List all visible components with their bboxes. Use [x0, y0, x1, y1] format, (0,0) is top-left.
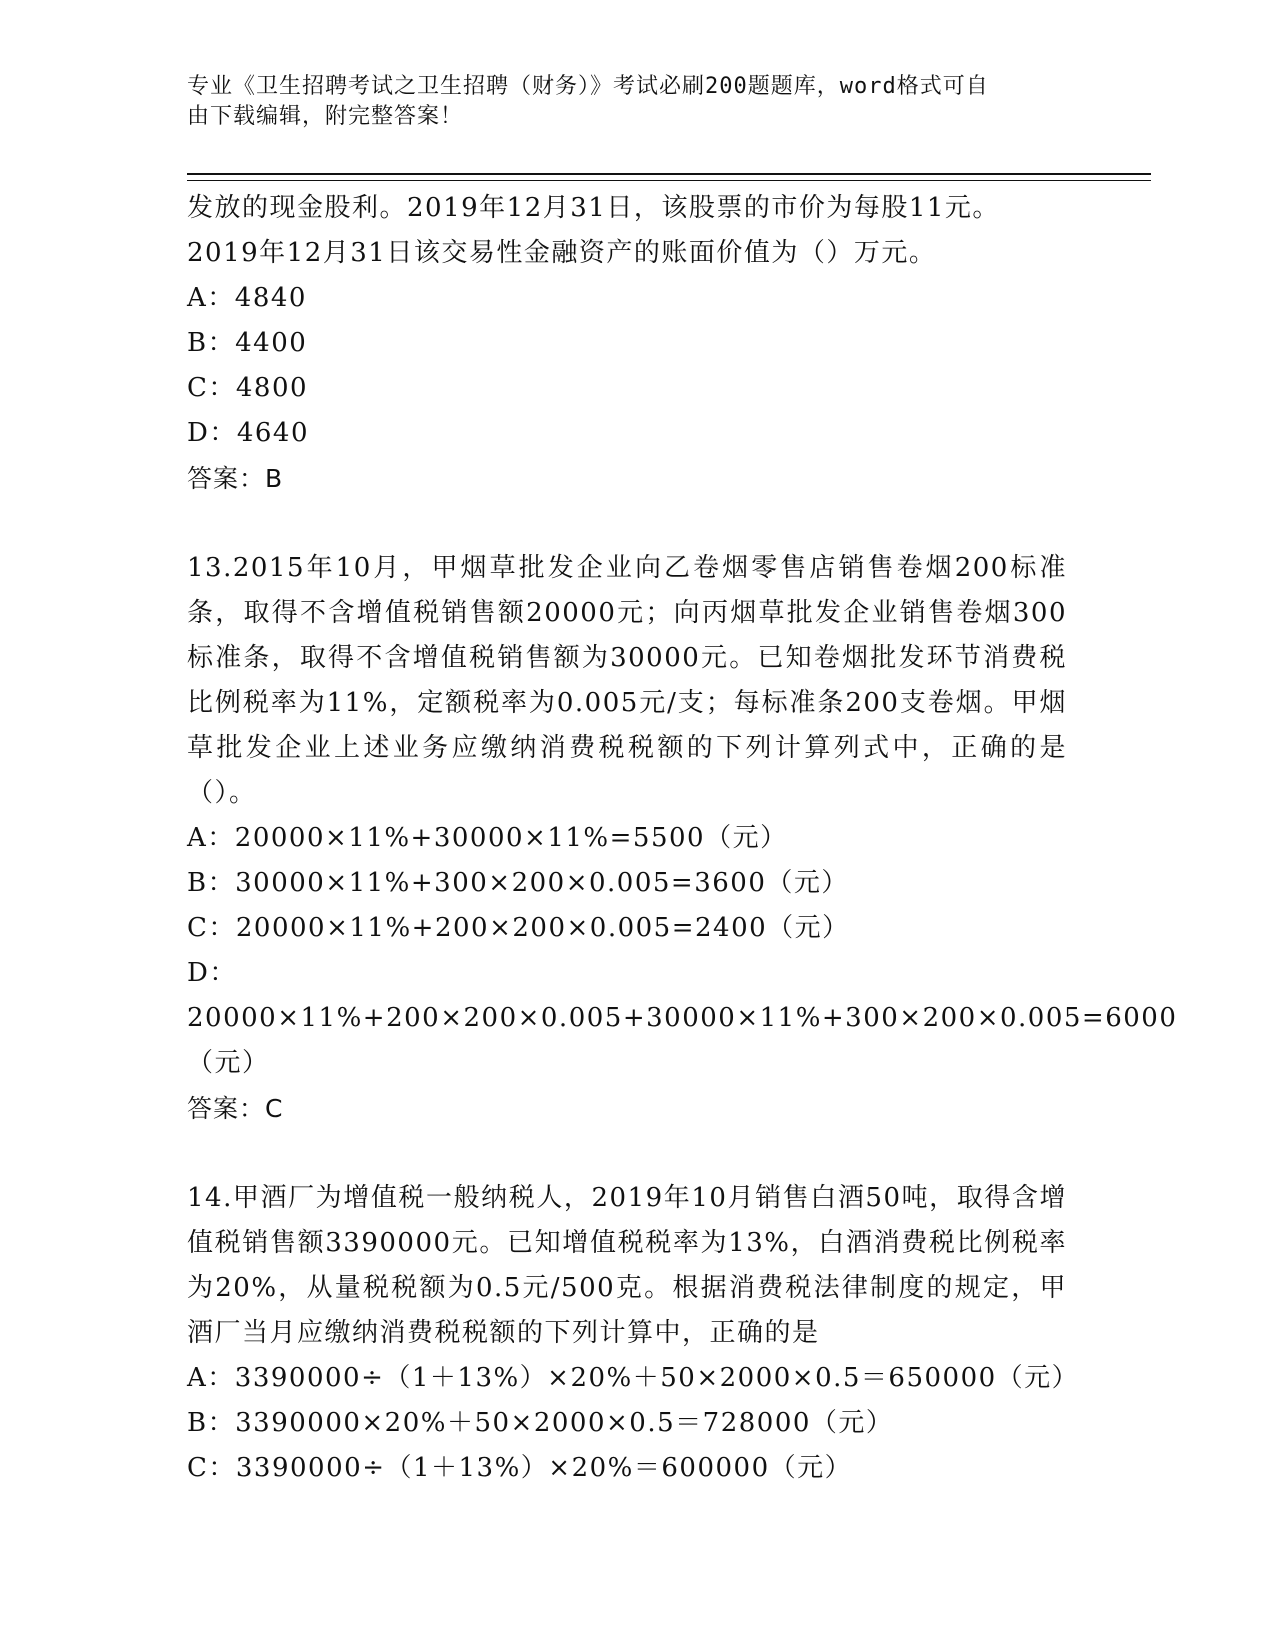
document-header	[187, 72, 1067, 132]
question-13-option-b: B：30000×11%+300×200×0.005=3600（元）	[187, 868, 849, 898]
question-13	[187, 546, 1178, 1131]
question-14	[187, 1176, 1087, 1491]
question-12-stem-line-1: 发放的现金股利。2019年12月31日，该股票的市价为每股11元。	[187, 193, 1000, 223]
question-13-option-d: D：20000×11%+200×200×0.005+30000×11%+300×200×0.005=6000（元）	[187, 958, 1178, 1078]
question-13-stem: 13.2015年10月，甲烟草批发企业向乙卷烟零售店销售卷烟200标准条，取得不含增值税销售额20000元；向丙烟草批发企业销售卷烟300标准条，取得不含增值税销售额为30000元。已知卷烟批发环节消费税比例税率为11%，定额税率为0.005元/支；每标准条200支卷烟。甲烟草批发企业上述业务应缴纳消费税税额的下列计算列式中，正确的是（）。	[187, 553, 1067, 808]
question-13-answer: 答案：C	[187, 1094, 284, 1123]
header-line-2: 由下载编辑，附完整答案！	[187, 104, 464, 129]
question-12-option-a: A：4840	[187, 283, 307, 313]
question-12-stem-line-2: 2019年12月31日该交易性金融资产的账面价值为（）万元。	[187, 238, 937, 268]
header-divider-thick	[187, 173, 1151, 175]
spacer	[187, 501, 1087, 546]
spacer	[187, 1131, 1087, 1176]
question-12-answer: 答案：B	[187, 464, 284, 493]
header-line-1: 专业《卫生招聘考试之卫生招聘（财务）》考试必刷200题题库，word格式可自	[187, 74, 989, 99]
question-12	[187, 186, 1087, 501]
question-12-option-b: B：4400	[187, 328, 308, 358]
question-14-stem: 14.甲酒厂为增值税一般纳税人，2019年10月销售白酒50吨，取得含增值税销售额3390000元。已知增值税税率为13%，白酒消费税比例税率为20%，从量税税额为0.5元/500克。根据消费税法律制度的规定，甲酒厂当月应缴纳消费税税额的下列计算中，正确的是	[187, 1183, 1067, 1348]
document-body	[187, 186, 1178, 1491]
question-14-option-a: A：3390000÷（1＋13%）×20%＋50×2000×0.5＝650000（元）	[187, 1363, 1080, 1393]
question-14-option-c: C：3390000÷（1＋13%）×20%＝600000（元）	[187, 1453, 853, 1483]
question-14-option-b: B：3390000×20%＋50×2000×0.5＝728000（元）	[187, 1408, 894, 1438]
question-12-option-c: C：4800	[187, 373, 309, 403]
header-divider-thin	[187, 180, 1151, 181]
question-13-option-a: A：20000×11%+30000×11%=5500（元）	[187, 823, 788, 853]
question-12-option-d: D：4640	[187, 418, 310, 448]
question-13-option-c: C：20000×11%+200×200×0.005=2400（元）	[187, 913, 850, 943]
